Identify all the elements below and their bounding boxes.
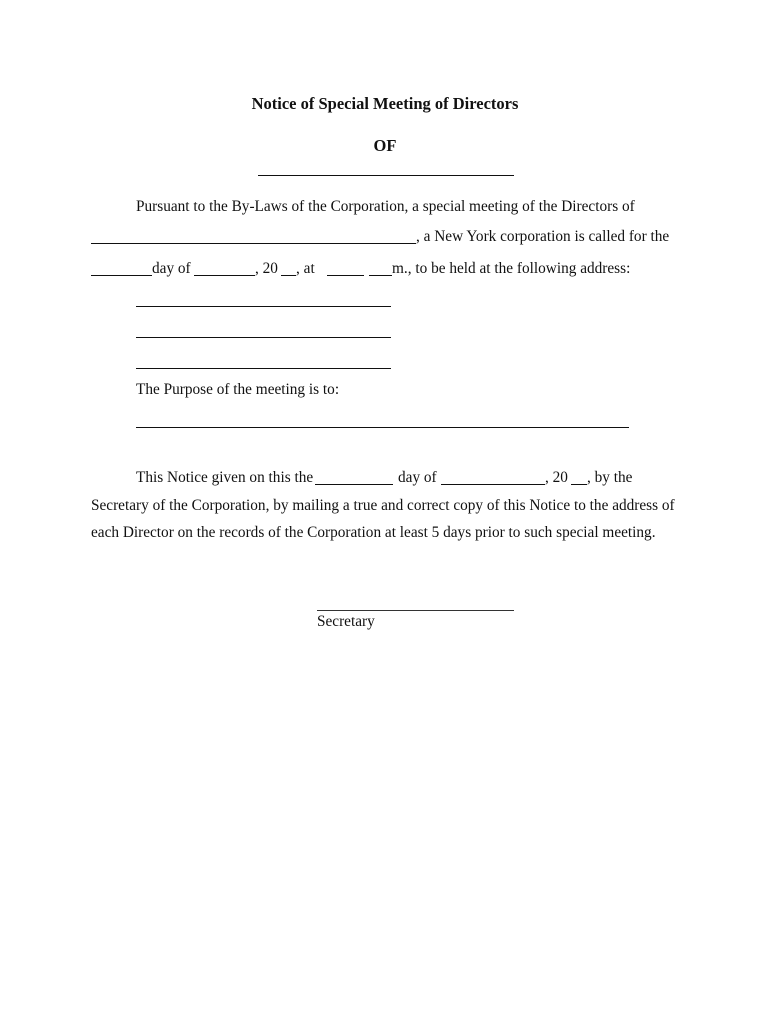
- purpose-label: The Purpose of the meeting is to:: [136, 381, 340, 398]
- purpose-blank[interactable]: [136, 427, 629, 428]
- meeting-year-blank[interactable]: [281, 275, 296, 276]
- directors-of-blank[interactable]: [91, 243, 416, 244]
- address-line-2[interactable]: [136, 337, 391, 338]
- notice-day-blank[interactable]: [315, 484, 393, 485]
- of-label: OF: [373, 136, 397, 155]
- para2-line1-prefix: This Notice given on this the: [136, 469, 314, 486]
- notice-year-blank[interactable]: [571, 484, 587, 485]
- meeting-month-blank[interactable]: [194, 275, 255, 276]
- para2-comma-20: , 20: [545, 469, 568, 486]
- para1-line2-suffix: , a New York corporation is called for the: [416, 228, 670, 245]
- meeting-day-blank[interactable]: [91, 275, 152, 276]
- para2-by-the: , by the: [587, 469, 633, 486]
- para2-line3: each Director on the records of the Corporation at least 5 days prior to such special meeting.: [91, 524, 656, 541]
- para1-line1: Pursuant to the By-Laws of the Corporation, a special meeting of the Directors of: [136, 198, 635, 215]
- para2-line2: Secretary of the Corporation, by mailing a true and correct copy of this Notice to the address of: [91, 497, 675, 514]
- signature-line[interactable]: [317, 610, 514, 611]
- document-title: Notice of Special Meeting of Directors: [251, 94, 519, 113]
- notice-month-blank[interactable]: [441, 484, 545, 485]
- para1-day-of: day of: [152, 260, 191, 277]
- para1-at: , at: [296, 260, 315, 277]
- para2-day-of: day of: [398, 469, 437, 486]
- address-line-1[interactable]: [136, 306, 391, 307]
- corporation-name-blank[interactable]: [258, 175, 514, 176]
- meeting-ampm-blank[interactable]: [369, 275, 392, 276]
- meeting-time-blank[interactable]: [327, 275, 364, 276]
- address-line-3[interactable]: [136, 368, 391, 369]
- para1-comma-20: , 20: [255, 260, 278, 277]
- para1-line3-suffix: m., to be held at the following address:: [392, 260, 631, 277]
- signature-label: Secretary: [317, 613, 375, 630]
